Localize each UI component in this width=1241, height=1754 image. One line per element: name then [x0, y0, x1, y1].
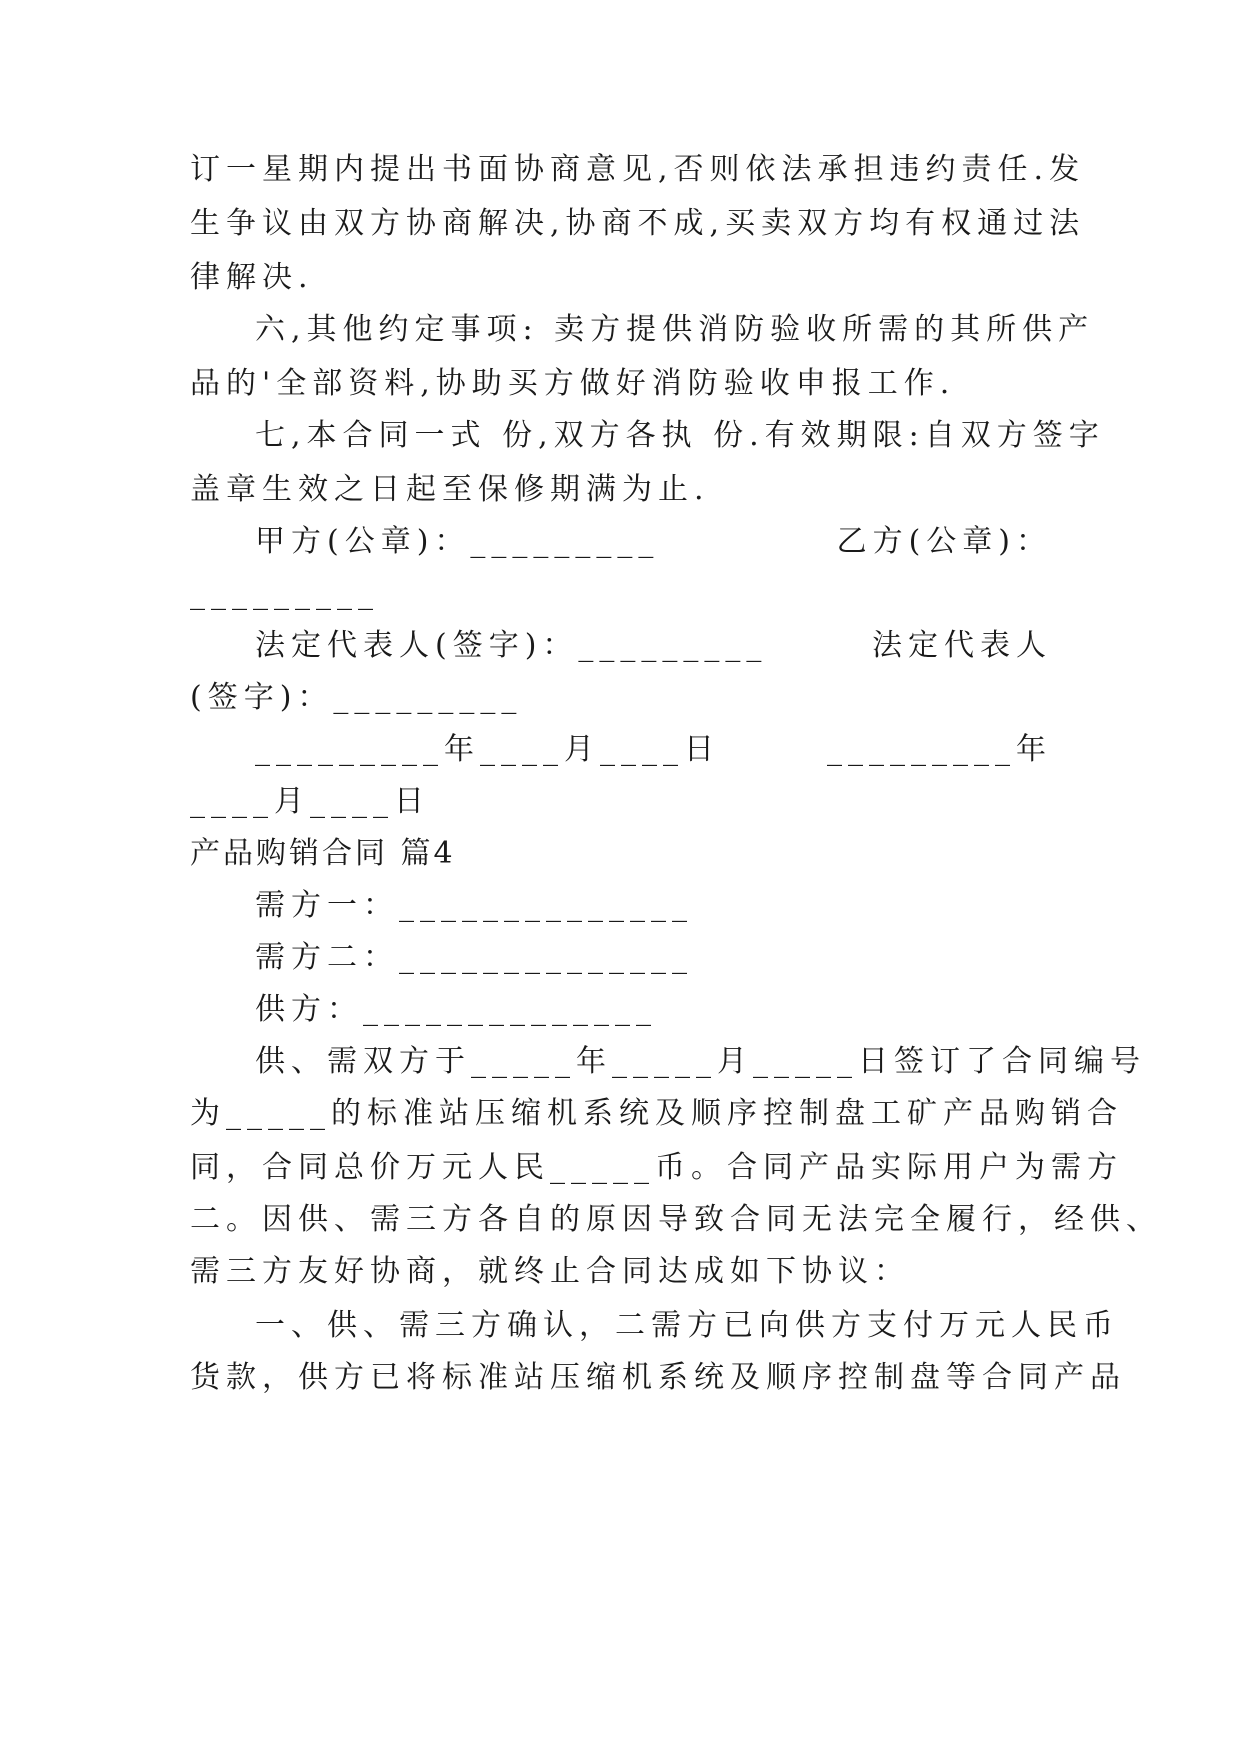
paragraph-line: 六,其他约定事项: 卖方提供消防验收所需的其所供产 [255, 312, 1095, 347]
paragraph-line: 为_____的标准站压缩机系统及顺序控制盘工矿产品购销合 [190, 1096, 1123, 1131]
paragraph-line: 一、供、需三方确认，二需方已向供方支付万元人民币 [255, 1308, 1119, 1343]
paragraph-line: 供、需双方于_____年_____月_____日签订了合同编号 [255, 1044, 1146, 1079]
paragraph-line: 同，合同总价万元人民_____币。合同产品实际用户为需方 [190, 1150, 1123, 1185]
paragraph-line: 盖章生效之日起至保修期满为止. [190, 472, 710, 507]
supplier-field: 供方：______________ [255, 992, 657, 1027]
paragraph-line: 品的'全部资料,协助买方做好消防验收申报工作. [190, 366, 956, 401]
party-b-date-year: _________年 [827, 732, 1052, 767]
party-a-date-field: _________年____月____日 [255, 732, 720, 767]
signature-row-party-a [255, 522, 1052, 562]
paragraph-line: 二。因供、需三方各自的原因导致合同无法完全履行，经供、 [190, 1202, 1162, 1237]
paragraph-line: 货款，供方已将标准站压缩机系统及顺序控制盘等合同产品 [190, 1360, 1126, 1395]
date-row [255, 730, 1052, 770]
paragraph-line: 生争议由双方协商解决,协商不成,买卖双方均有权通过法 [190, 206, 1086, 241]
party-b-representative-label: 法定代表人 [872, 628, 1052, 663]
paragraph-line: 律解决. [190, 260, 314, 295]
paragraph-line: 需三方友好协商，就终止合同达成如下协议： [190, 1254, 910, 1289]
party-b-representative-field: (签字)：_________ [190, 680, 523, 715]
paragraph-line: 七,本合同一式 份,双方各执 份.有效期限:自双方签字 [255, 418, 1105, 453]
party-a-representative-field: 法定代表人(签字)：_________ [255, 628, 768, 663]
party-b-date-month-day: ____月____日 [190, 784, 430, 819]
buyer-one-field: 需方一：______________ [255, 888, 693, 923]
party-a-seal-field: 甲方(公章)：_________ [255, 524, 660, 559]
party-b-seal-blank: _________ [190, 576, 379, 611]
section-heading: 产品购销合同 篇4 [190, 836, 456, 871]
party-b-seal-field: 乙方(公章)： [836, 524, 1052, 559]
buyer-two-field: 需方二：______________ [255, 940, 693, 975]
paragraph-line: 订一星期内提出书面协商意见,否则依法承担违约责任.发 [190, 152, 1086, 187]
signature-row-representative [255, 626, 1052, 666]
